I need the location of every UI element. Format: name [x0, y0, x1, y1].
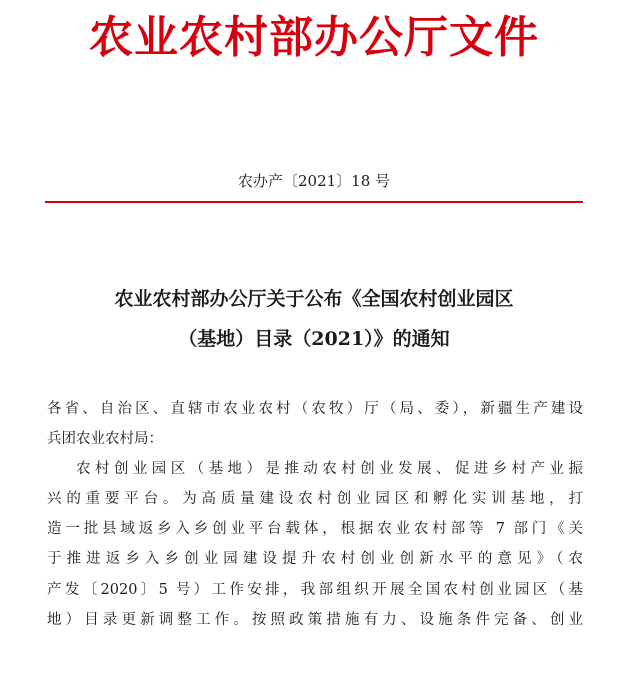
- document-body: [47, 394, 583, 635]
- red-divider-rule: [45, 201, 583, 203]
- paragraph-line-5: 产发〔2020〕5 号）工作安排，我部组织开展全国农村创业园区（基: [47, 581, 583, 598]
- salutation-line-1: 各省、自治区、直辖市农业农村（农牧）厅（局、委），新疆生产建设: [47, 401, 583, 417]
- document-number: 农办产〔2021〕18 号: [237, 172, 391, 190]
- paragraph-line-1: 农村创业园区（基地）是推动农村创业发展、促进乡村产业振: [76, 461, 583, 478]
- notice-title-line-2: （基地）目录（2021）》的通知: [178, 328, 450, 350]
- paragraph-line-3: 造一批县域返乡入乡创业平台载体，根据农业农村部等 7 部门《关: [47, 521, 583, 538]
- issuing-authority-header: 农业农村部办公厅文件: [89, 12, 539, 63]
- notice-title: [0, 279, 628, 359]
- paragraph-line-4: 于推进返乡入乡创业园建设提升农村创业创新水平的意见》（农: [47, 551, 583, 568]
- salutation-line-2: 兵团农业农村局：: [47, 431, 163, 448]
- paragraph-line-6: 地）目录更新调整工作。按照政策措施有力、设施条件完备、创业: [47, 611, 583, 628]
- notice-title-line-1: 农业农村部办公厅关于公布《全国农村创业园区: [114, 288, 514, 310]
- paragraph-line-2: 兴的重要平台。为高质量建设农村创业园区和孵化实训基地，打: [47, 491, 583, 508]
